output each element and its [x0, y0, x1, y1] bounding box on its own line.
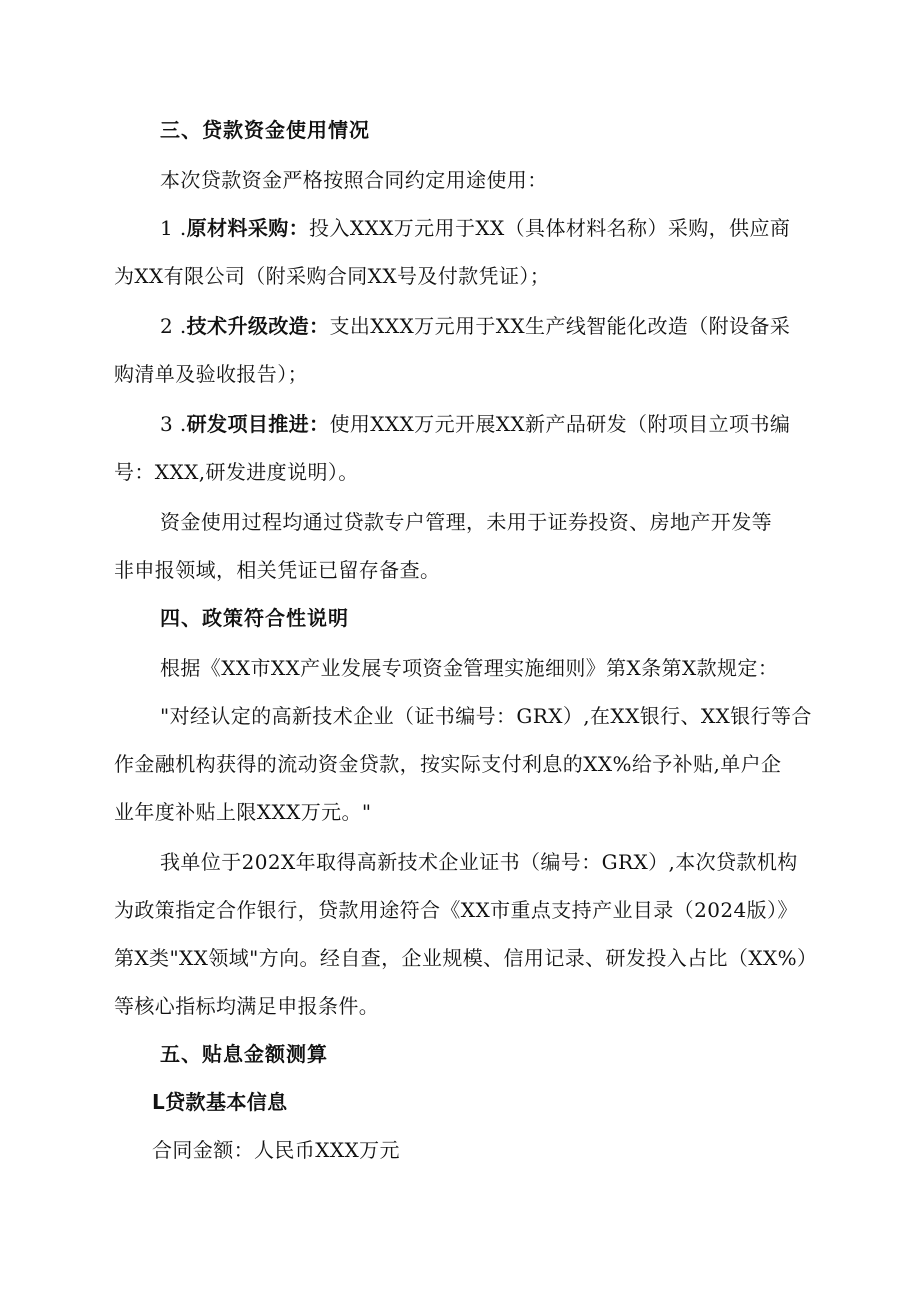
section-4-paragraph-2-line2: 为政策指定合作银行，贷款用途符合《XX市重点支持产业目录（2024版）》 [114, 898, 798, 922]
policy-quote-line2: 作金融机构获得的流动资金贷款，按实际支付利息的XX%给予补贴,单户企 [114, 752, 782, 776]
list-item-2-number: 2 . [160, 314, 187, 338]
section-4-paragraph-2-line1: 我单位于202X年取得高新技术企业证书（编号：GRX）,本次贷款机构 [160, 850, 798, 874]
list-item-3-number: 3 . [160, 412, 187, 436]
list-item-1-label: 原材料采购： [186, 216, 310, 240]
list-item-2-text: 支出XXX万元用于XX生产线智能化改造（附设备采 [329, 314, 791, 338]
list-item-2-label: 技术升级改造： [186, 314, 330, 338]
section-5-subheading: L贷款基本信息 [152, 1090, 288, 1114]
section-4-paragraph-1: 根据《XX市XX产业发展专项资金管理实施细则》第X条第X款规定： [160, 656, 779, 680]
list-item-3-line2: 号：XXX,研发进度说明）。 [114, 460, 359, 484]
section-3-closing-line2: 非申报领域，相关凭证已留存备查。 [114, 558, 441, 582]
section-3-closing-line1: 资金使用过程均通过贷款专户管理，未用于证券投资、房地产开发等 [160, 510, 772, 534]
list-item-2-line2: 购清单及验收报告）； [114, 362, 308, 386]
section-4-paragraph-2-line4: 等核心指标均满足申报条件。 [114, 994, 380, 1018]
contract-amount: 合同金额：人民币XXX万元 [152, 1138, 400, 1162]
policy-quote-line3: 业年度补贴上限XXX万元。" [114, 800, 372, 824]
section-3-heading: 三、贷款资金使用情况 [160, 118, 370, 142]
list-item-3-text: 使用XXX万元开展XX新产品研发（附项目立项书编 [329, 412, 791, 436]
section-4-heading: 四、政策符合性说明 [160, 606, 349, 630]
list-item-3-label: 研发项目推进： [186, 412, 330, 436]
section-5-heading: 五、贴息金额测算 [160, 1042, 328, 1066]
section-4-paragraph-2-line3: 第X类"XX领域"方向。经自查，企业规模、信用记录、研发投入占比（XX%） [114, 946, 818, 970]
list-item-1-line2: 为XX有限公司（附采购合同XX号及付款凭证）； [114, 264, 551, 288]
list-item-1-line1 [160, 214, 790, 242]
list-item-1-number: 1 . [160, 216, 187, 240]
list-item-3-line1 [160, 410, 790, 438]
section-3-intro: 本次贷款资金严格按照合同约定用途使用： [160, 168, 548, 192]
list-item-1-text: 投入XXX万元用于XX（具体材料名称）采购，供应商 [309, 216, 791, 240]
list-item-2-line1 [160, 312, 790, 340]
policy-quote-line1: "对经认定的高新技术企业（证书编号：GRX）,在XX银行、XX银行等合 [160, 704, 812, 728]
